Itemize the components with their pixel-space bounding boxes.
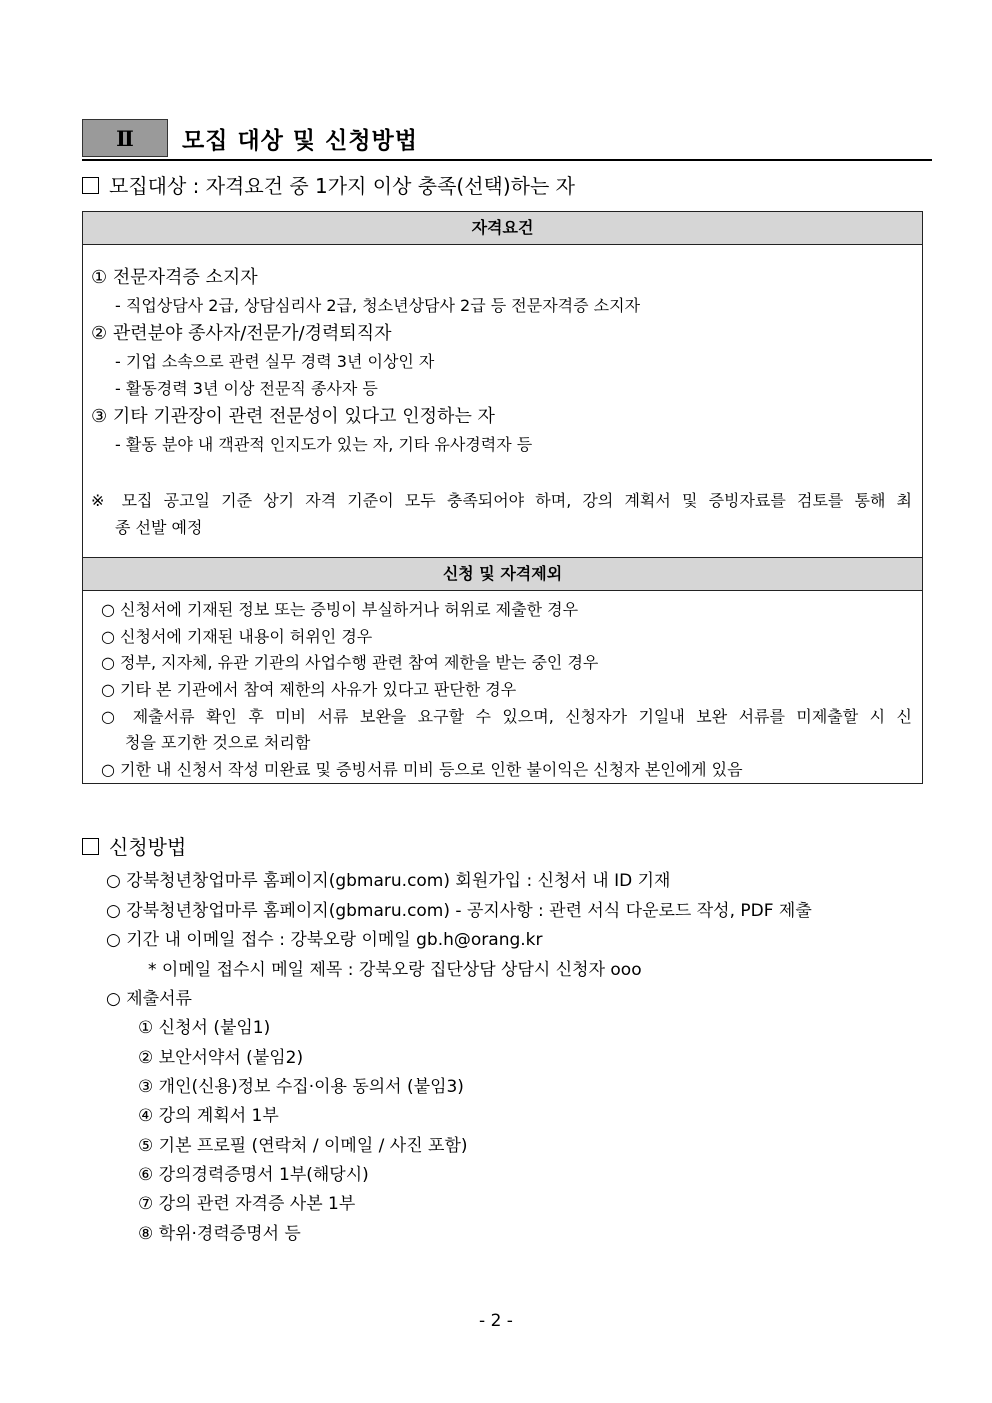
apply-heading: [82, 831, 186, 860]
exclusion-item-continuation: 청을 포기한 것으로 처리함: [125, 733, 311, 752]
document-item: ⑥ 강의경력증명서 1부(해당시): [138, 1165, 369, 1185]
document-item: ⑤ 기본 프로필 (연락처 / 이메일 / 사진 포함): [138, 1136, 468, 1156]
qualification-item: ② 관련분야 종사자/전문가/경력퇴직자: [91, 323, 392, 344]
document-item: ④ 강의 계획서 1부: [138, 1106, 279, 1126]
section-header: [82, 119, 932, 161]
apply-method-item: ○ 기간 내 이메일 접수 : 강북오랑 이메일 gb.h@orang.kr: [106, 930, 543, 950]
exclusion-item: ○ 제출서류 확인 후 미비 서류 보완을 요구할 수 있으며, 신청자가 기일내 보완 서류를 미제출할 시 신: [101, 707, 912, 726]
qualification-note-line: 종 선발 예정: [115, 518, 203, 537]
page-number: - 2 -: [479, 1311, 513, 1331]
apply-heading-text: 신청방법: [109, 835, 187, 859]
apply-method-item: ○ 강북청년창업마루 홈페이지(gbmaru.com) - 공지사항 : 관련 서식 다운로드 작성, PDF 제출: [106, 901, 812, 921]
exclusion-item: ○ 신청서에 기재된 정보 또는 증빙이 부실하거나 허위로 제출한 경우: [101, 600, 579, 619]
apply-method-item: ○ 강북청년창업마루 홈페이지(gbmaru.com) 회원가입 : 신청서 내 ID 기재: [106, 871, 671, 891]
document-item: ② 보안서약서 (붙임2): [138, 1048, 304, 1068]
qualification-note-line: ※ 모집 공고일 기준 상기 자격 기준이 모두 충족되어야 하며, 강의 계획서 및 증빙자료를 검토를 통해 최: [91, 491, 912, 510]
qualification-item: ③ 기타 기관장이 관련 전문성이 있다고 인정하는 자: [91, 406, 495, 427]
section-number: Ⅱ: [82, 119, 168, 157]
recruit-heading-text: 모집대상 : 자격요건 중 1가지 이상 충족(선택)하는 자: [109, 174, 575, 198]
qualification-subitem: - 직업상담사 2급, 상담심리사 2급, 청소년상담사 2급 등 전문자격증 소지자: [115, 296, 641, 315]
recruit-heading: [82, 170, 575, 199]
document-item: ③ 개인(신용)정보 수집·이용 동의서 (붙임3): [138, 1077, 464, 1097]
checkbox-square-icon: [82, 177, 99, 194]
document-item: ⑧ 학위·경력증명서 등: [138, 1224, 301, 1244]
requirements-table: [82, 211, 923, 784]
document-item: ① 신청서 (붙임1): [138, 1018, 271, 1038]
exclusion-body: [83, 591, 922, 783]
exclusion-item: ○ 기한 내 신청서 작성 미완료 및 증빙서류 미비 등으로 인한 불이익은 신청자 본인에게 있음: [101, 760, 743, 779]
apply-method-item: ○ 제출서류: [106, 989, 192, 1009]
qualification-subitem: - 활동 분야 내 객관적 인지도가 있는 자, 기타 유사경력자 등: [115, 435, 533, 454]
qualification-item: ① 전문자격증 소지자: [91, 267, 258, 288]
qualification-body: [83, 245, 922, 557]
exclusion-item: ○ 기타 본 기관에서 참여 제한의 사유가 있다고 판단한 경우: [101, 680, 517, 699]
email-subject-note: * 이메일 접수시 메일 제목 : 강북오랑 집단상담 상담시 신청자 ooo: [148, 960, 642, 980]
exclusion-item: ○ 신청서에 기재된 내용이 허위인 경우: [101, 627, 373, 646]
qualification-subitem: - 활동경력 3년 이상 전문직 종사자 등: [115, 379, 378, 398]
document-item: ⑦ 강의 관련 자격증 사본 1부: [138, 1194, 356, 1214]
exclusion-item: ○ 정부, 지자체, 유관 기관의 사업수행 관련 참여 제한을 받는 중인 경우: [101, 653, 599, 672]
section-title: 모집 대상 및 신청방법: [182, 128, 418, 154]
qualification-header: 자격요건: [83, 212, 922, 245]
exclusion-header: 신청 및 자격제외: [83, 557, 922, 591]
checkbox-square-icon: [82, 838, 99, 855]
qualification-subitem: - 기업 소속으로 관련 실무 경력 3년 이상인 자: [115, 352, 435, 371]
